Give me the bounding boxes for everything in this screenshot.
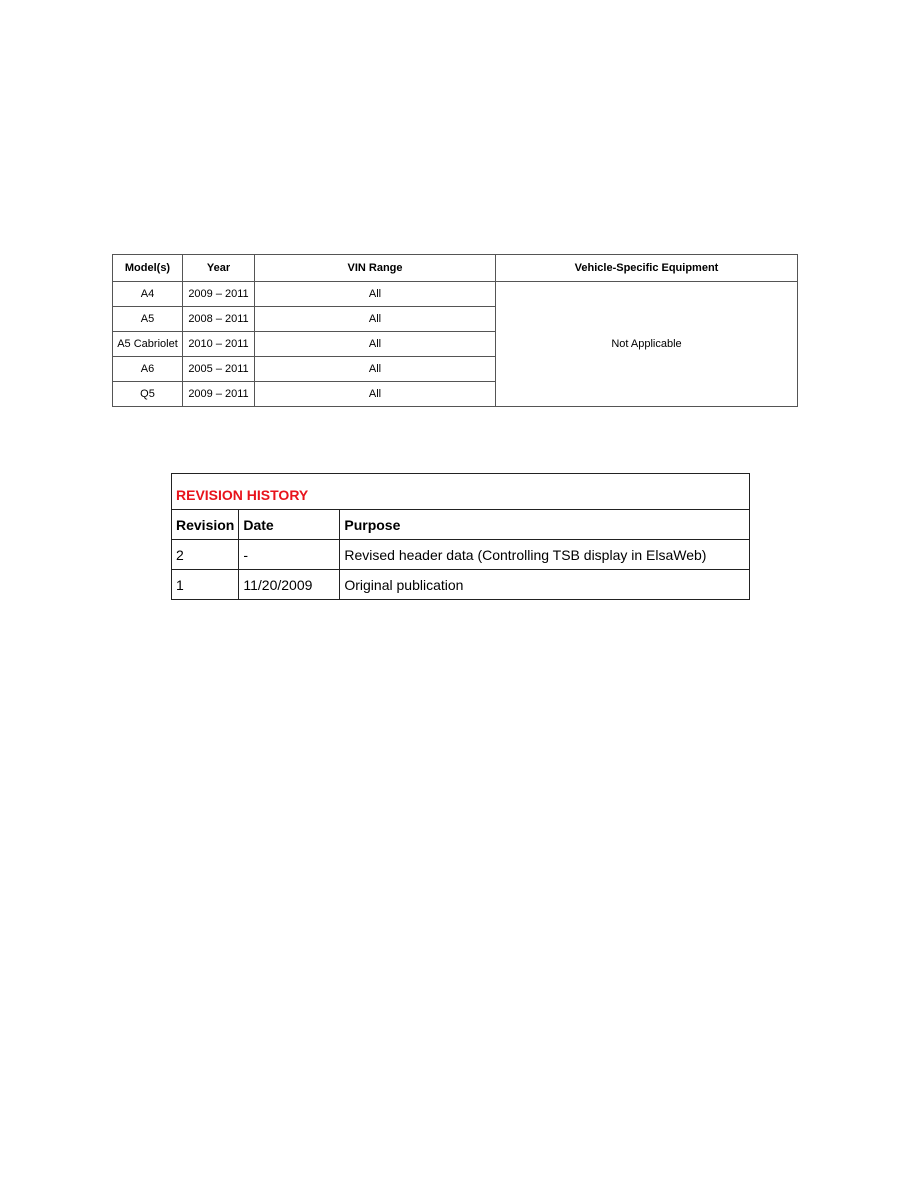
revision-history-table — [171, 473, 750, 600]
table-row — [172, 570, 750, 600]
date-cell: 11/20/2009 — [239, 570, 340, 600]
revision-cell: 2 — [172, 540, 239, 570]
revision-header-row — [172, 510, 750, 540]
model-cell: A6 — [113, 357, 183, 382]
revision-title-row — [172, 474, 750, 510]
equipment-header: Vehicle-Specific Equipment — [496, 255, 798, 282]
purpose-cell: Original publication — [340, 570, 750, 600]
year-header: Year — [183, 255, 255, 282]
purpose-header: Purpose — [340, 510, 750, 540]
purpose-cell: Revised header data (Controlling TSB display in ElsaWeb) — [340, 540, 750, 570]
date-header: Date — [239, 510, 340, 540]
vin-cell: All — [255, 282, 496, 307]
equipment-cell: Not Applicable — [496, 282, 798, 407]
revision-history-title: REVISION HISTORY — [172, 474, 750, 510]
vehicle-table-header-row — [113, 255, 798, 282]
year-cell: 2010 – 2011 — [183, 332, 255, 357]
models-header: Model(s) — [113, 255, 183, 282]
revision-header: Revision — [172, 510, 239, 540]
table-row — [113, 282, 798, 307]
year-cell: 2008 – 2011 — [183, 307, 255, 332]
model-cell: A5 — [113, 307, 183, 332]
vin-cell: All — [255, 332, 496, 357]
table-row — [172, 540, 750, 570]
model-cell: Q5 — [113, 382, 183, 407]
year-cell: 2005 – 2011 — [183, 357, 255, 382]
vin-cell: All — [255, 382, 496, 407]
vin-range-header: VIN Range — [255, 255, 496, 282]
year-cell: 2009 – 2011 — [183, 382, 255, 407]
model-cell: A5 Cabriolet — [113, 332, 183, 357]
date-cell: - — [239, 540, 340, 570]
model-cell: A4 — [113, 282, 183, 307]
vehicle-applicability-table — [112, 254, 798, 407]
vin-cell: All — [255, 307, 496, 332]
year-cell: 2009 – 2011 — [183, 282, 255, 307]
vin-cell: All — [255, 357, 496, 382]
revision-cell: 1 — [172, 570, 239, 600]
